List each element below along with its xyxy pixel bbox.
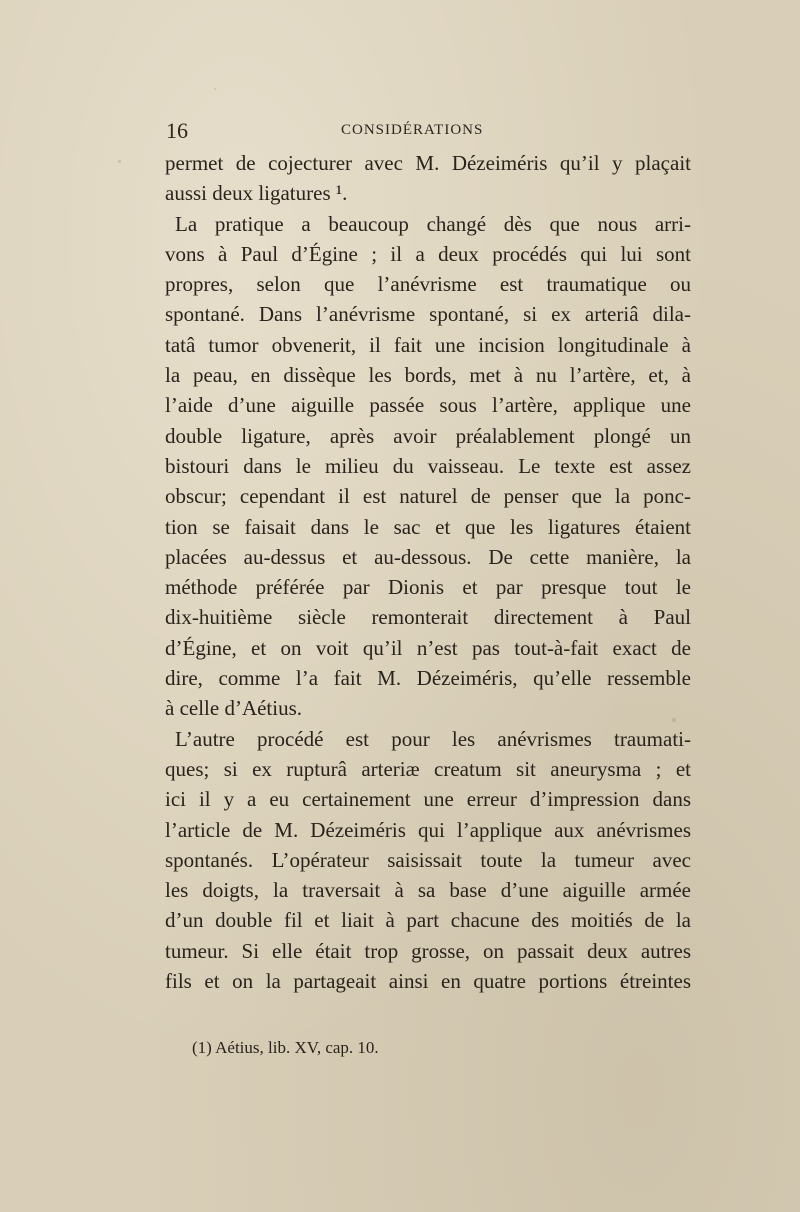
text-line: placées au-dessus et au-dessous. De cette manière, la (165, 544, 691, 569)
text-line: l’article de M. Dézeiméris qui l’applique aux anévrismes (165, 817, 691, 842)
text-line: spontané. Dans l’anévrisme spontané, si ex arteriâ dila- (165, 302, 691, 327)
text-line: vons à Paul d’Égine ; il a deux procédés qui lui sont (165, 241, 691, 266)
text-line: spontanés. L’opérateur saisissait toute la tumeur avec (165, 847, 691, 872)
text-line: tatâ tumor obvenerit, il fait une incision longitudinale à (165, 332, 691, 357)
text-line: à celle d’Aétius. (165, 696, 303, 721)
text-line: tion se faisait dans le sac et que les ligatures étaient (165, 514, 691, 539)
page-number: 16 (166, 118, 188, 143)
text-line: permet de cojecturer avec M. Dézeiméris qu’il y plaçait (165, 151, 691, 175)
foxing-spot (118, 160, 121, 163)
text-line: d’un double fil et liait à part chacune des moitiés de la (165, 908, 691, 933)
text-line: La pratique a beaucoup changé dès que nous arri- (175, 211, 691, 236)
footnote: (1) Aétius, lib. XV, cap. 10. (192, 1038, 379, 1057)
text-line: d’Égine, et on voit qu’il n’est pas tout-à-fait exact de (165, 635, 691, 660)
text-line: ici il y a eu certainement une erreur d’impression dans (165, 787, 691, 812)
text-line: aussi deux ligatures ¹. (165, 181, 348, 206)
text-line: tumeur. Si elle était trop grosse, on passait deux autres (165, 938, 691, 963)
body-text (165, 148, 691, 996)
text-line: L’autre procédé est pour les anévrismes traumati- (175, 726, 691, 751)
text-line: propres, selon que l’anévrisme est traumatique ou (165, 272, 691, 297)
text-line: fils et on la partageait ainsi en quatre portions étreintes (165, 969, 691, 994)
text-line: la peau, en dissèque les bords, met à nu l’artère, et, à (165, 363, 691, 388)
text-line: bistouri dans le milieu du vaisseau. Le texte est assez (165, 453, 691, 478)
text-line: l’aide d’une aiguille passée sous l’artère, applique une (165, 393, 691, 418)
text-line: dix-huitième siècle remonterait directement à Paul (165, 605, 691, 630)
running-head: CONSIDÉRATIONS (341, 122, 484, 138)
text-line: obscur; cependant il est naturel de penser que la ponc- (165, 484, 691, 509)
text-line: double ligature, après avoir préalablement plongé un (165, 423, 691, 448)
text-line: méthode préférée par Dionis et par presque tout le (165, 575, 691, 600)
foxing-spot (214, 88, 216, 90)
text-line: dire, comme l’a fait M. Dézeiméris, qu’elle ressemble (165, 666, 691, 691)
text-line: les doigts, la traversait à sa base d’une aiguille armée (165, 878, 691, 903)
text-line: ques; si ex rupturâ arteriæ creatum sit aneurysma ; et (165, 756, 691, 781)
page-header (166, 118, 686, 142)
